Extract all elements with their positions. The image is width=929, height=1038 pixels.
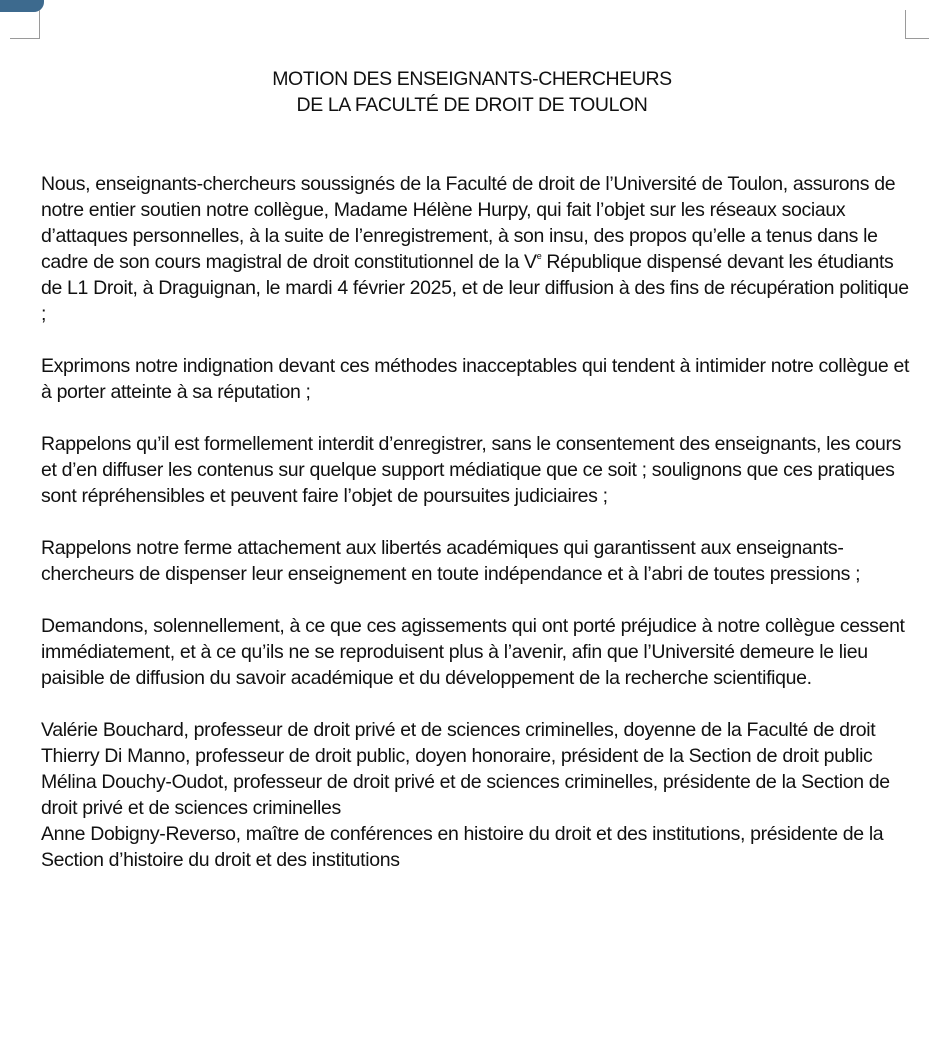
paragraph-indignation: Exprimons notre indignation devant ces méthodes inacceptables qui tendent à intimider notre collègue et à porter atteinte à sa réputation ; [41, 355, 910, 403]
signatory: Anne Dobigny-Reverso, maître de conférences en histoire du droit et des institutions, présidente de la Section d’histoire du droit et des institutions [41, 823, 884, 871]
signatory: Thierry Di Manno, professeur de droit public, doyen honoraire, président de la Section de droit public [41, 745, 873, 767]
title-line-1: MOTION DES ENSEIGNANTS-CHERCHEURS [272, 68, 672, 90]
document-body [41, 171, 911, 873]
paragraph-support-text-start: Nous, enseignants-chercheurs soussignés de la Faculté de droit de l’Université de Toulon, assurons de notre entier soutien notre collègue, Madame Hélène Hurpy, qui fait l’objet sur les réseaux sociaux d’attaques personnelles, à la suite de l’enregistrement, à son insu, des propos qu’elle a tenus dans le cadre de son cours magistral de droit constitutionnel de la V [41, 173, 896, 273]
paragraph-demand: Demandons, solennellement, à ce que ces agissements qui ont porté préjudice à notre collègue cessent immédiatement, et à ce qu’ils ne se reproduisent plus à l’avenir, afin que l’Université demeure le lieu paisible de diffusion du savoir académique et du développement de la recherche scientifique. [41, 615, 905, 689]
superscript-e: e [536, 251, 542, 261]
signatory: Mélina Douchy-Oudot, professeur de droit privé et de sciences criminelles, présidente de la Section de droit privé et de sciences criminelles [41, 771, 890, 819]
paragraph-support-text-end: République dispensé devant les étudiants de L1 Droit, à Draguignan, le mardi 4 février 2025, et de leur diffusion à des fins de récupération politique ; [41, 251, 909, 325]
paragraph-recording-ban: Rappelons qu’il est formellement interdit d’enregistrer, sans le consentement des enseignants, les cours et d’en diffuser les contenus sur quelque support médiatique que ce soit ; soulignons que ces pratiques sont répréhensibles et peuvent faire l’objet de poursuites judiciaires ; [41, 433, 902, 507]
signatories-list [41, 717, 911, 873]
crop-mark-top-right [905, 10, 929, 39]
title-line-2: DE LA FACULTÉ DE DROIT DE TOULON [296, 94, 648, 116]
page-title [0, 66, 929, 118]
signatory: Valérie Bouchard, professeur de droit privé et de sciences criminelles, doyenne de la Faculté de droit [41, 719, 876, 741]
paragraph-academic-freedom: Rappelons notre ferme attachement aux libertés académiques qui garantissent aux enseignants-chercheurs de dispenser leur enseignement en toute indépendance et à l’abri de toutes pressions ; [41, 537, 861, 585]
paragraph-support [41, 171, 911, 327]
crop-mark-top-left [10, 10, 40, 39]
